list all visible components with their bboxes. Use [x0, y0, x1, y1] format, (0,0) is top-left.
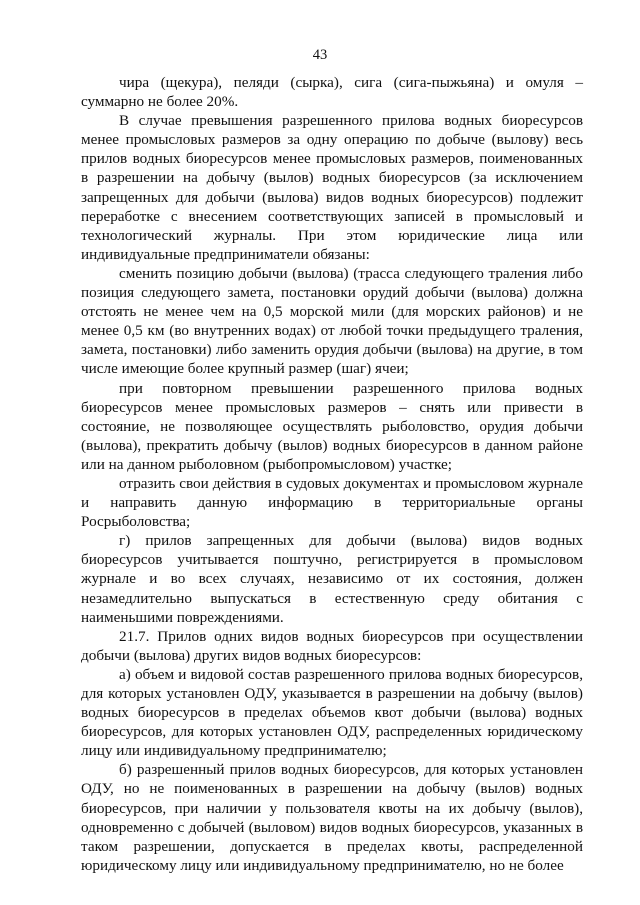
paragraph-change-position: сменить позицию добычи (вылова) (трасса следующего траления либо позиция следующего замета, постановки орудий добычи (вылова) должна отстоять не менее чем на 0,5 морской мили (для морских районов) и не менее 0,5 км (во внутренних водах) от любой точки предыдущего траления, замета, постановки) либо заменить орудия добычи (вылова) на другие, в том числе имеющие более крупный размер (шаг) ячеи; — [81, 264, 583, 378]
paragraph-bycatch-excess: В случае превышения разрешенного прилова водных биоресурсов менее промысловых размеров за одну операцию по добыче (вылову) весь прилов водных биоресурсов менее промысловых размеров, поименованных в разрешении на добычу (вылов) водных биоресурсов (за исключением запрещенных для добычи (вылова) видов водных биоресурсов) подлежит переработке с внесением соответствующих записей в промысловый и технологический журналы. При этом юридические лица или индивидуальные предприниматели обязаны: — [81, 112, 583, 263]
paragraph-21-7: 21.7. Прилов одних видов водных биоресурсов при осуществлении добычи (вылова) других видов водных биоресурсов: — [81, 627, 583, 664]
paragraph-item-g: г) прилов запрещенных для добычи (вылова) видов водных биоресурсов учитывается поштучно, регистрируется в промысловом журнале и во всех случаях, независимо от их состояния, должен незамедлительно выпускаться в естественную среду обитания с наименьшими повреждениями. — [81, 532, 583, 626]
document-body — [81, 73, 583, 875]
paragraph-record-actions: отразить свои действия в судовых документах и промысловом журнале и направить данную информацию в территориальные органы Росрыболовства; — [81, 474, 583, 531]
paragraph-repeated-excess: при повторном превышении разрешенного прилова водных биоресурсов менее промысловых размеров – снять или привести в состояние, не позволяющее осуществлять рыболовство, орудия добычи (вылова), прекратить добычу (вылов) водных биоресурсов в данном районе или на данном рыболовном (рыбопромысловом) участке; — [81, 379, 583, 473]
paragraph-continuation: чира (щекура), пеляди (сырка), сига (сига-пыжьяна) и омуля – суммарно не более 20%. — [81, 74, 583, 111]
page-number: 43 — [312, 47, 328, 63]
paragraph-item-a: а) объем и видовой состав разрешенного прилова водных биоресурсов, для которых установлен ОДУ, указывается в разрешении на добычу (вылов) водных биоресурсов в пределах объемов квот добычи (вылова) водных биоресурсов, для которых установлен ОДУ, распределенных юридическому лицу или индивидуальному предпринимателю; — [81, 665, 583, 760]
paragraph-item-b: б) разрешенный прилов водных биоресурсов, для которых установлен ОДУ, но не поименованных в разрешении на добычу (вылов) водных биоресурсов, при наличии у пользователя квоты на их добычу (вылов), одновременно с добычей (выловом) видов водных биоресурсов, указанных в таком разрешении, допускается в пределах квоты, распределенной юридическому лицу или индивидуальному предпринимателю, но не более — [81, 761, 583, 874]
